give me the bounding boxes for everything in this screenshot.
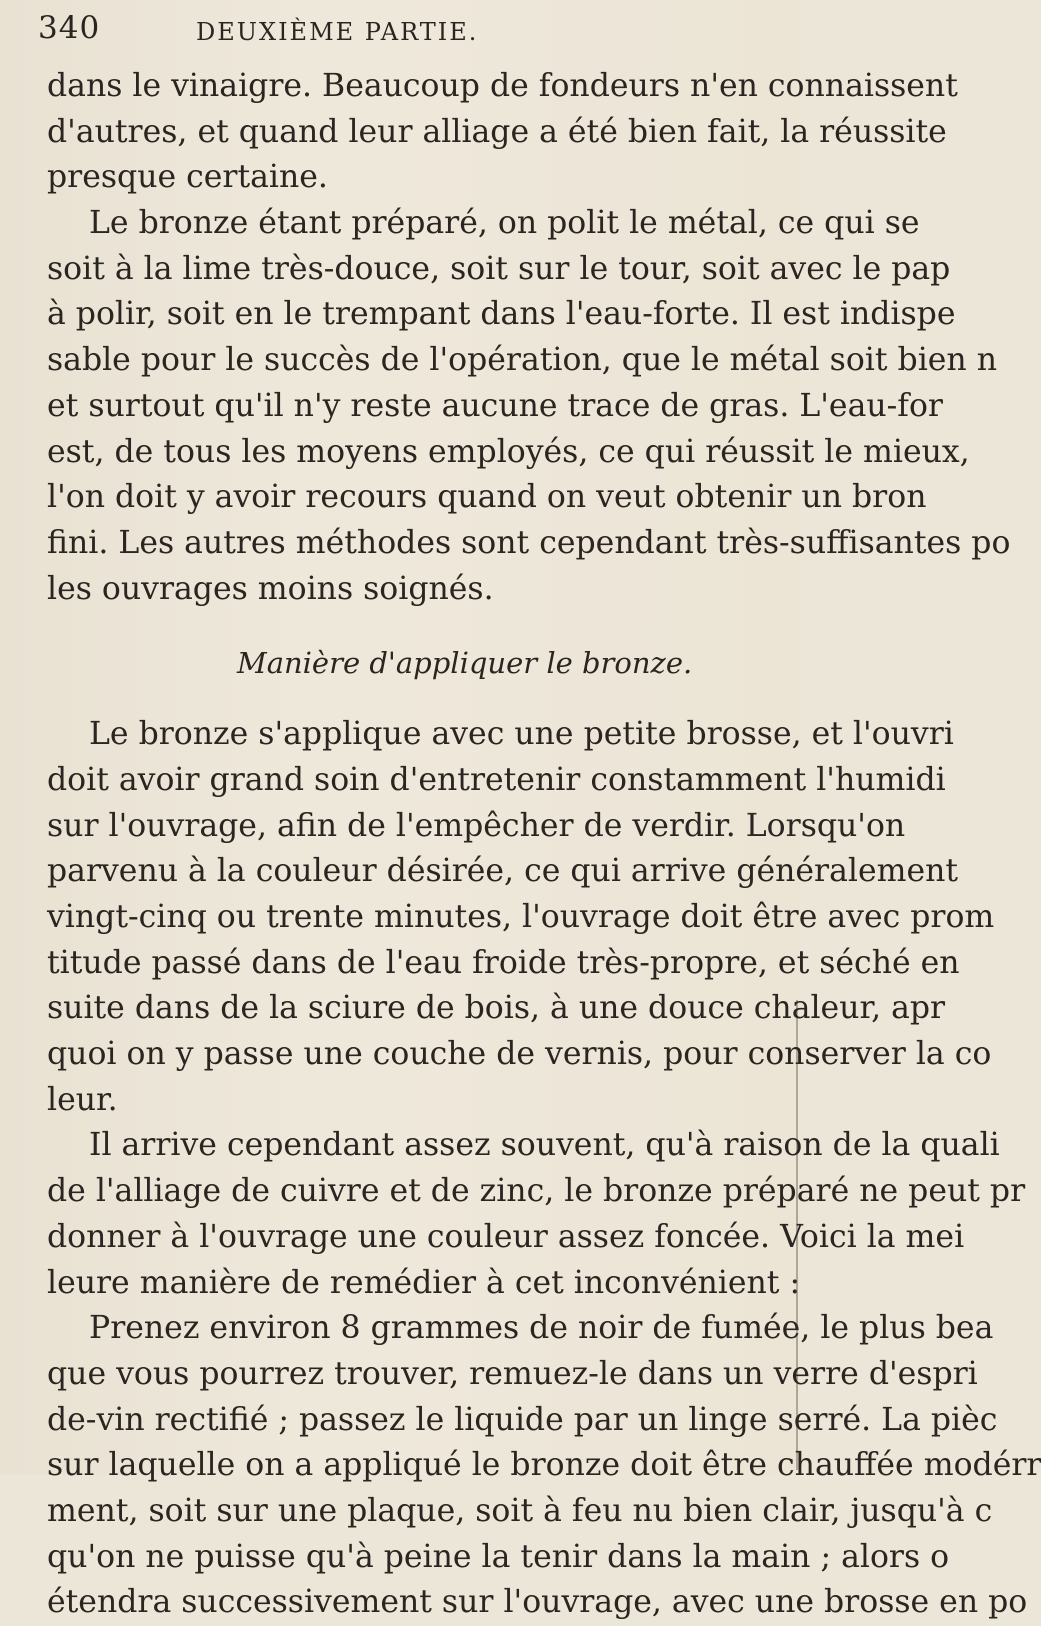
text-line: Le bronze étant préparé, on polit le métal, ce qui se: [89, 205, 920, 242]
text-line: sur laquelle on a appliqué le bronze doit être chauffée modérr: [47, 1447, 1041, 1484]
text-line: à polir, soit en le trempant dans l'eau-forte. Il est indispe: [47, 296, 956, 333]
text-line: soit à la lime très-douce, soit sur le tour, soit avec le pap: [47, 250, 951, 287]
paragraph: [47, 64, 958, 201]
paragraph: [47, 1123, 1026, 1306]
section-title: Manière d'appliquer le bronze.: [237, 646, 693, 681]
text-line: doit avoir grand soin d'entretenir constamment l'humidi: [47, 761, 946, 798]
text-line: dans le vinaigre. Beaucoup de fondeurs n'en connaissent: [47, 68, 958, 104]
text-line: qu'on ne puisse qu'à peine la tenir dans la main ; alors o: [47, 1538, 950, 1575]
text-line: sable pour le succès de l'opération, que le métal soit bien n: [47, 342, 997, 379]
text-line: d'autres, et quand leur alliage a été bien fait, la réussite: [47, 113, 947, 150]
text-line: Il arrive cependant assez souvent, qu'à raison de la quali: [89, 1127, 1000, 1164]
paragraph: [47, 201, 1011, 612]
body-text: [47, 64, 1041, 1626]
text-line: quoi on y passe une couche de vernis, pour conserver la co: [47, 1036, 992, 1073]
text-line: et surtout qu'il n'y reste aucune trace de gras. L'eau-for: [47, 387, 943, 424]
text-line: leur.: [47, 1081, 118, 1118]
text-line: que vous pourrez trouver, remuez-le dans un verre d'espri: [47, 1355, 978, 1392]
running-head: DEUXIÈME PARTIE.: [196, 18, 479, 46]
text-line: vingt-cinq ou trente minutes, l'ouvrage doit être avec prom: [47, 899, 995, 935]
page-header: [0, 8, 800, 58]
text-line: de-vin rectifié ; passez le liquide par un linge serré. La pièc: [47, 1401, 998, 1438]
text-line: de l'alliage de cuivre et de zinc, le bronze préparé ne peut pr: [47, 1173, 1026, 1210]
text-line: parvenu à la couleur désirée, ce qui arrive généralement: [47, 853, 959, 890]
text-line: ment, soit sur une plaque, soit à feu nu bien clair, jusqu'à c: [47, 1492, 993, 1529]
text-line: sur l'ouvrage, afin de l'empêcher de verdir. Lorsqu'on: [47, 807, 906, 844]
text-line: étendra successivement sur l'ouvrage, avec une brosse en po: [47, 1584, 1028, 1621]
text-line: l'on doit y avoir recours quand on veut obtenir un bron: [47, 479, 927, 516]
paragraph: [47, 1306, 1041, 1626]
text-line: fini. Les autres méthodes sont cependant très-suffisantes po: [47, 524, 1011, 561]
text-line: leure manière de remédier à cet inconvénient :: [47, 1264, 801, 1301]
text-line: presque certaine.: [47, 159, 328, 196]
text-line: est, de tous les moyens employés, ce qui réussit le mieux,: [47, 433, 970, 470]
paragraph: [47, 712, 995, 1123]
text-line: titude passé dans de l'eau froide très-propre, et séché en: [47, 944, 960, 981]
text-line: Le bronze s'applique avec une petite brosse, et l'ouvri: [89, 716, 954, 753]
text-line: Prenez environ 8 grammes de noir de fumée, le plus bea: [89, 1310, 994, 1347]
text-line: les ouvrages moins soignés.: [47, 570, 494, 607]
page-edge-shadow: [796, 1000, 798, 1470]
text-line: donner à l'ouvrage une couleur assez foncée. Voici la mei: [47, 1218, 965, 1255]
text-line: suite dans de la sciure de bois, à une douce chaleur, apr: [47, 990, 946, 1027]
page-number: 340: [38, 10, 101, 46]
